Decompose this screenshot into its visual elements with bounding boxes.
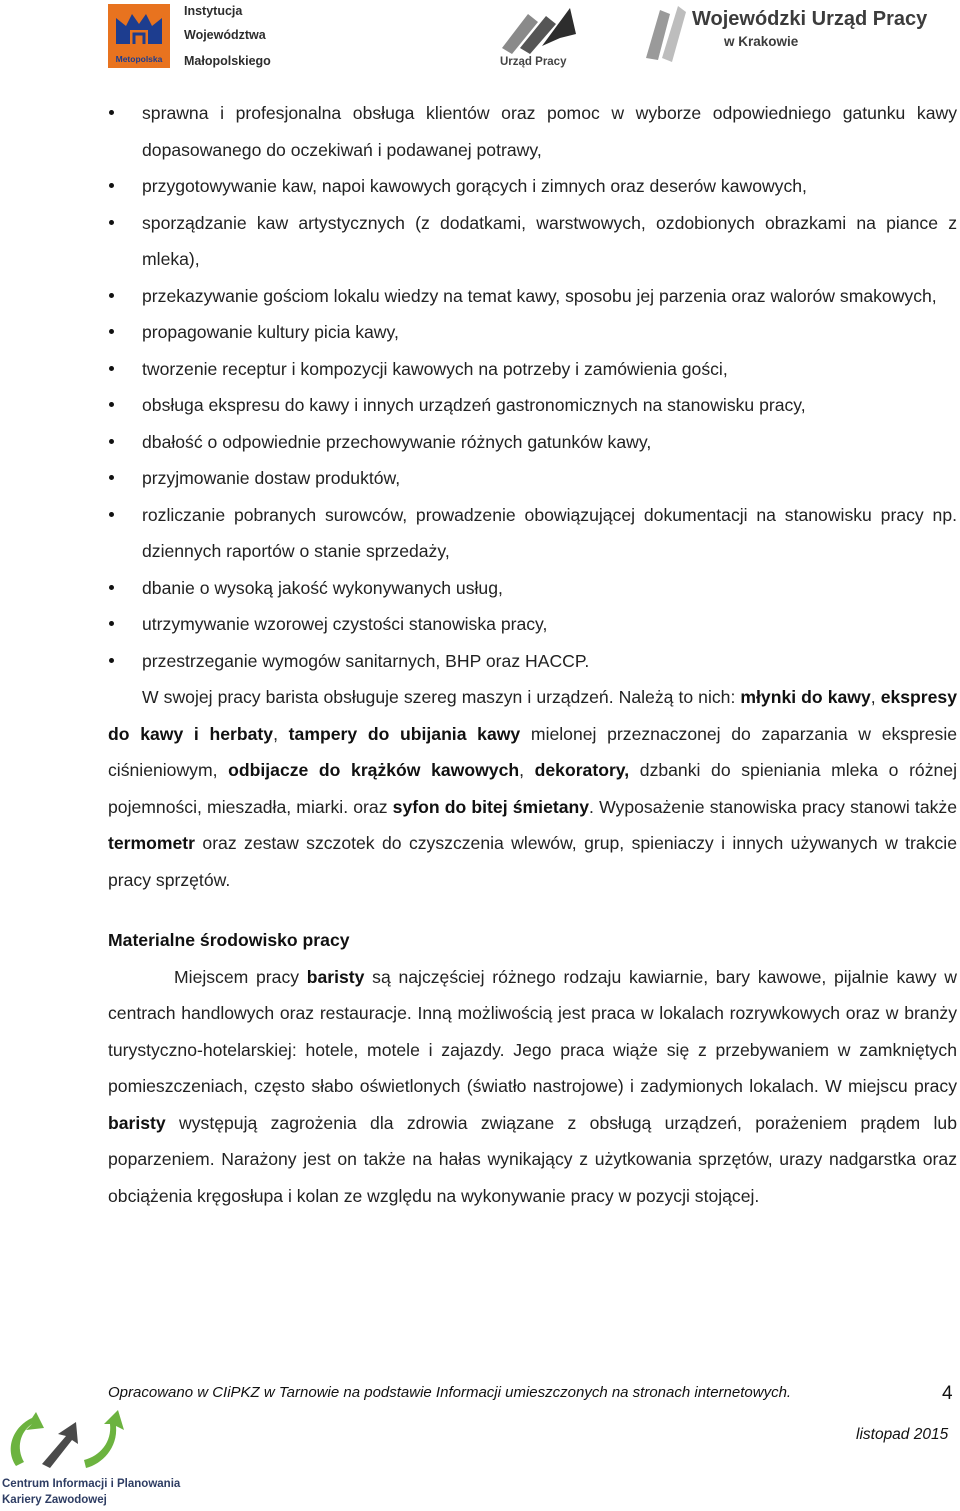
list-item: przestrzeganie wymogów sanitarnych, BHP oraz HACCP. [108, 643, 957, 680]
emblem-label: Metopolska [115, 54, 163, 64]
cipkz-arrows-icon [2, 1408, 132, 1474]
list-item: sprawna i profesjonalna obsługa klientów oraz pomoc w wyborze odpowiedniego gatunku kawy dopasowanego do oczekiwań i podawanej potrawy, [108, 95, 957, 168]
logo-urzad-pracy [498, 4, 618, 72]
logo-text-line3: Małopolskiego [184, 54, 271, 68]
logo-text-line1: Instytucja [184, 4, 243, 18]
logo-text-line2: Województwa [184, 28, 266, 42]
list-item: dbałość o odpowiednie przechowywanie różnych gatunków kawy, [108, 424, 957, 461]
list-item: propagowanie kultury picia kawy, [108, 314, 957, 351]
list-item: utrzymywanie wzorowej czystości stanowiska pracy, [108, 606, 957, 643]
footer-date: listopad 2015 [856, 1426, 949, 1443]
wup-title: Wojewódzki Urząd Pracy [692, 8, 928, 30]
list-item: przygotowywanie kaw, napoi kawowych gorących i zimnych oraz deserów kawowych, [108, 168, 957, 205]
cipkz-label-line2: Kariery Zawodowej [2, 1494, 107, 1506]
cipkz-label-line1: Centrum Informacji i Planowania [2, 1478, 181, 1490]
list-item: rozliczanie pobranych surowców, prowadzenie obowiązującej dokumentacji na stanowisku pracy np. dziennych raportów o stanie sprzedaży, [108, 497, 957, 570]
logo-cipkz [2, 1408, 181, 1508]
footer-source-note: Opracowano w CIiPKZ w Tarnowie na podstawie Informacji umieszczonych na stronach internetowych. [108, 1384, 792, 1401]
section-heading: Materialne środowisko pracy [108, 930, 350, 950]
list-item: obsługa ekspresu do kawy i innych urządzeń gastronomicznych na stanowisku pracy, [108, 387, 957, 424]
page-number: 4 [942, 1383, 953, 1404]
document-body [108, 95, 957, 1214]
environment-paragraph: Miejscem pracy baristy są najczęściej różnego rodzaju kawiarnie, bary kawowe, pijalnie kawy w centrach handlowych oraz restauracje. Inną możliwością jest praca w lokalach rozrywkowych oraz w branży turystyczno-hotelarskiej: hotele, motele i zajazdy. Jego praca wiąże się z przebywaniem w zamkniętych pomieszczeniach, często słabo oświetlonych (światło nastrojowe) i zadymionych lokalach. W miejscu pracy baristy występują zagrożenia dla zdrowia związane z obsługą urządzeń, porażeniem prądem lub poparzeniem. Narażony jest on także na hałas wynikający z użytkowania sprzętów, urazy nadgarstka oraz obciążenia kręgosłupa i kolan ze względu na wykonywanie pracy w pozycji stojącej. [108, 966, 957, 1206]
list-item: przyjmowanie dostaw produktów, [108, 460, 957, 497]
list-item: sporządzanie kaw artystycznych (z dodatkami, warstwowych, ozdobionych obrazkami na piance z mleka), [108, 205, 957, 278]
list-item: tworzenie receptur i kompozycji kawowych na potrzeby i zamówienia gości, [108, 351, 957, 388]
urzad-pracy-label: Urząd Pracy [500, 56, 567, 68]
equipment-paragraph: W swojej pracy barista obsługuje szereg maszyn i urządzeń. Należą to nich: młynki do kawy, ekspresy do kawy i herbaty, tampery do ubijania kawy mielonej przeznaczonej do zaparzania w ekspresie ciśnieniowym, odbijacze do krążków kawowych, dekoratory, dzbanki do spieniania mleka o różnej pojemności, mieszadła, miarki. oraz syfon do bitej śmietany. Wyposażenie stanowiska pracy stanowi także termometr oraz zestaw szczotek do czyszczenia wlewów, grup, spieniaczy i innych używanych w trakcie pracy sprzętów. [108, 687, 958, 890]
list-item: przekazywanie gościom lokalu wiedzy na temat kawy, sposobu jej parzenia oraz walorów smakowych, [108, 278, 957, 315]
logo-instytucja-wojewodztwa [108, 4, 308, 72]
duties-list [108, 95, 957, 679]
logo-wojewodzki-urzad-pracy [640, 2, 960, 70]
wup-subtitle: w Krakowie [724, 34, 799, 49]
list-item: dbanie o wysoką jakość wykonywanych usług, [108, 570, 957, 607]
urzad-pracy-arrows-icon [498, 4, 578, 56]
wup-swoosh-icon [640, 2, 690, 64]
